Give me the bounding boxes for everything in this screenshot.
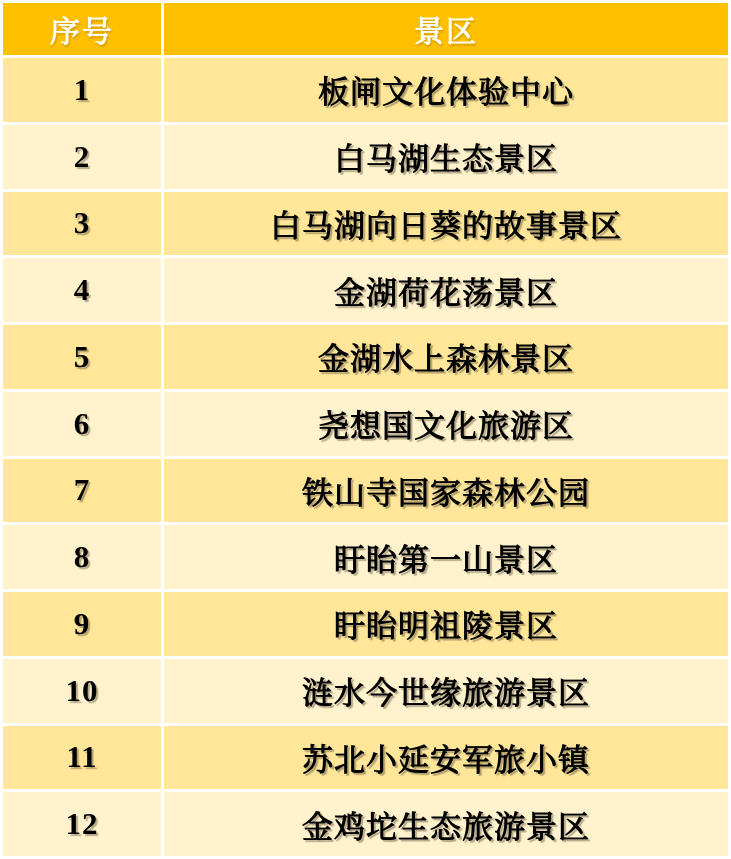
table-row	[3, 525, 728, 589]
row-index-cell: 6	[3, 392, 161, 456]
row-index-cell: 2	[3, 125, 161, 189]
scenic-area-cell: 金鸡坨生态旅游景区	[164, 792, 728, 856]
row-index-cell: 3	[3, 192, 161, 256]
table-row	[3, 392, 728, 456]
column-header-scenic-area: 景区	[164, 3, 728, 55]
table-row	[3, 792, 728, 856]
table-row	[3, 325, 728, 389]
row-index-cell: 11	[3, 726, 161, 790]
row-index-cell: 9	[3, 592, 161, 656]
table-row	[3, 125, 728, 189]
scenic-area-cell: 盱眙第一山景区	[164, 525, 728, 589]
scenic-area-cell: 涟水今世缘旅游景区	[164, 659, 728, 723]
table-row	[3, 258, 728, 322]
scenic-area-cell: 板闸文化体验中心	[164, 58, 728, 122]
table-row	[3, 58, 728, 122]
table-row	[3, 659, 728, 723]
row-index-cell: 4	[3, 258, 161, 322]
row-index-cell: 8	[3, 525, 161, 589]
row-index-cell: 7	[3, 459, 161, 523]
row-index-cell: 1	[3, 58, 161, 122]
scenic-area-cell: 尧想国文化旅游区	[164, 392, 728, 456]
table-row	[3, 592, 728, 656]
row-index-cell: 10	[3, 659, 161, 723]
scenic-area-cell: 苏北小延安军旅小镇	[164, 726, 728, 790]
column-header-index: 序号	[3, 3, 161, 55]
table-row	[3, 726, 728, 790]
table-header-row	[3, 3, 728, 55]
table-row	[3, 192, 728, 256]
scenic-area-cell: 金湖荷花荡景区	[164, 258, 728, 322]
scenic-area-cell: 白马湖向日葵的故事景区	[164, 192, 728, 256]
table-row	[3, 459, 728, 523]
row-index-cell: 12	[3, 792, 161, 856]
scenic-area-cell: 盱眙明祖陵景区	[164, 592, 728, 656]
scenic-area-cell: 白马湖生态景区	[164, 125, 728, 189]
scenic-area-cell: 铁山寺国家森林公园	[164, 459, 728, 523]
scenic-area-cell: 金湖水上森林景区	[164, 325, 728, 389]
row-index-cell: 5	[3, 325, 161, 389]
